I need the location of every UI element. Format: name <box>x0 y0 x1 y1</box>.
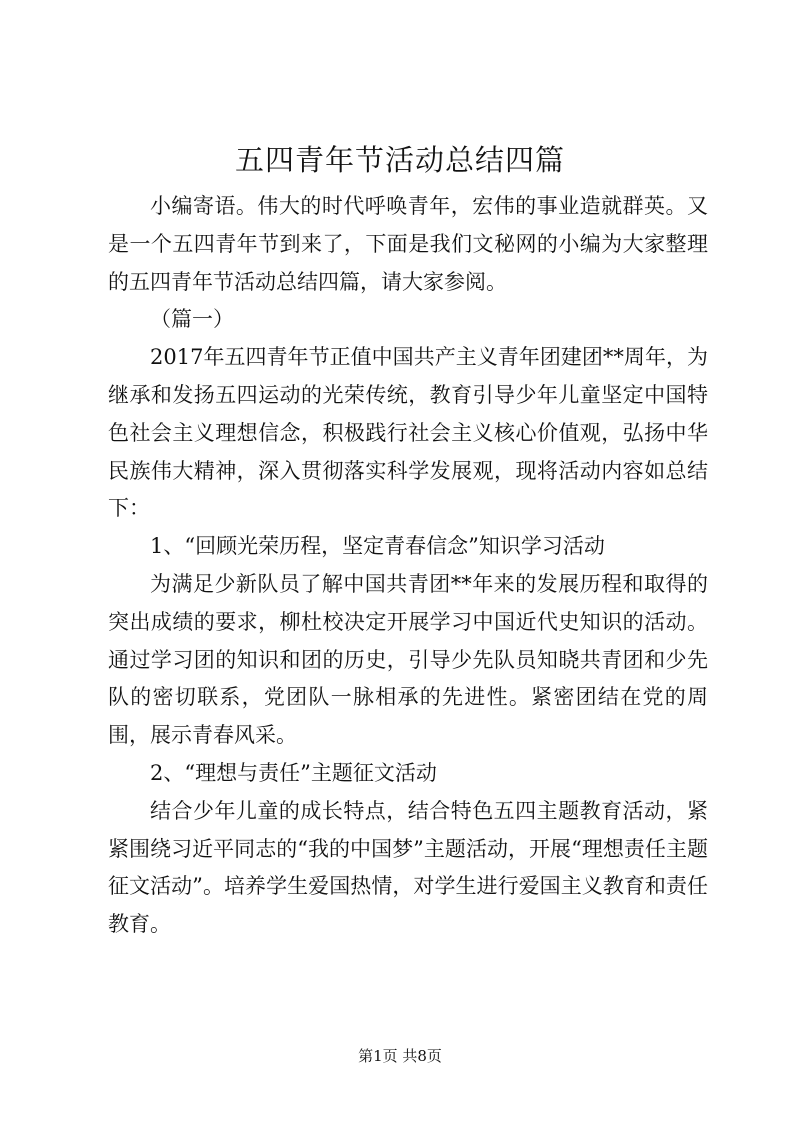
page-footer: 第1页 共8页 <box>358 1047 442 1065</box>
paragraph-overview: 2017年五四青年节正值中国共产主义青年团建团**周年，为继承和发扬五四运动的光荣传统，教育引导少年儿童坚定中国特色社会主义理想信念，积极践行社会主义核心价值观，弘扬中华民族伟大精神，深入贯彻落实科学发展观，现将活动内容如总结下： <box>108 345 708 521</box>
paragraph-intro: 小编寄语。伟大的时代呼唤青年，宏伟的事业造就群英。又是一个五四青年节到来了，下面是我们文秘网的小编为大家整理的五四青年节活动总结四篇，请大家参阅。 <box>108 194 708 294</box>
document-body <box>108 188 708 944</box>
paragraph-section-label: （篇一） <box>150 307 234 332</box>
document-title: 五四青年节活动总结四篇 <box>234 143 565 177</box>
paragraph-heading-2: 2、“理想与责任”主题征文活动 <box>150 760 437 785</box>
paragraph-heading-1: 1、“回顾光荣历程，坚定青春信念”知识学习活动 <box>150 534 605 559</box>
paragraph-activity-2: 结合少年儿童的成长特点，结合特色五四主题教育活动，紧紧围绕习近平同志的“我的中国梦”主题活动，开展“理想责任主题征文活动”。培养学生爱国热情，对学生进行爱国主义教育和责任教育。 <box>108 798 708 937</box>
paragraph-activity-1: 为满足少新队员了解中国共青团**年来的发展历程和取得的突出成绩的要求，柳杜校决定开展学习中国近代史知识的活动。通过学习团的知识和团的历史，引导少先队员知晓共青团和少先队的密切联系，党团队一脉相承的先进性。紧密团结在党的周围，展示青春风采。 <box>108 571 708 748</box>
